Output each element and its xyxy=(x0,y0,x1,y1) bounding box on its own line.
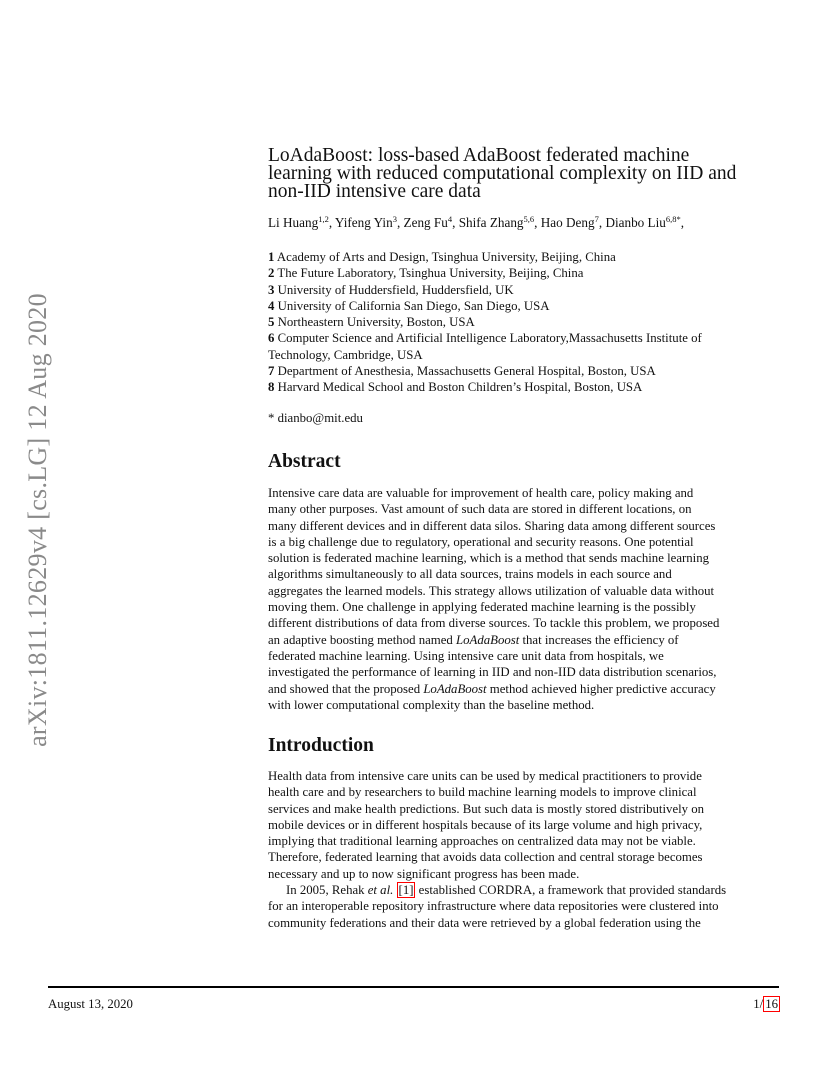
author: Zeng Fu$^4$, xyxy=(403,214,459,230)
intro-line: services and make health predictions. But such data is mostly stored distributively on xyxy=(268,801,705,816)
arxiv-stamp xyxy=(22,282,54,758)
abstract-line: solution is federated machine learning, which is a method that sends machine learning xyxy=(268,551,710,566)
affiliation: 6 Computer Science and Artificial Intelligence Laboratory,Massachusetts Institute of xyxy=(268,331,702,346)
author: Shifa Zhang$^{5,6}$, xyxy=(458,214,541,230)
title-line: LoAdaBoost: loss-based AdaBoost federated machine xyxy=(268,145,690,166)
intro-line: Therefore, federated learning that avoids data collection and central storage becomes xyxy=(268,850,703,865)
method-name: LoAdaBoost xyxy=(423,681,487,696)
corresponding-email[interactable]: * dianbo@mit.edu xyxy=(268,411,363,425)
intro-line: for an interoperable repository infrastructure where data repositories were clustered into xyxy=(268,899,719,914)
affiliation: 5 Northeastern University, Boston, USA xyxy=(268,315,475,330)
footer-rule xyxy=(48,986,779,988)
abstract-line: Intensive care data are valuable for improvement of health care, policy making and xyxy=(268,486,694,500)
abstract-line: aggregates the learned models. This strategy allows utilization of valuable data without xyxy=(268,583,715,598)
abstract-line: investigated the performance of learning in IID and non-IID data distribution scenarios, xyxy=(268,665,717,680)
author-list xyxy=(268,214,786,232)
title-line: learning with reduced computational complexity on IID and xyxy=(268,163,737,184)
abstract-line: moving them. One challenge in applying federated machine learning is the possibly xyxy=(268,600,696,615)
abstract-line: many other purposes. Vast amount of such data are stored in different locations, on xyxy=(268,502,692,517)
abstract-line: many different devices and in different data silos. Sharing data among different sources xyxy=(268,518,716,533)
intro-line: necessary and up to now significant progress has been made. xyxy=(268,866,580,881)
introduction-body xyxy=(268,768,786,931)
abstract-body xyxy=(268,485,786,713)
intro-line: Health data from intensive care units can be used by medical practitioners to provide xyxy=(268,769,702,783)
author: Dianbo Liu$^{6,8*}$, xyxy=(605,214,685,230)
arxiv-id: arXiv:1811.12629v4 [cs.LG] 12 Aug 2020 xyxy=(23,293,52,747)
paper-title xyxy=(268,147,786,201)
title-line: non-IID intensive care data xyxy=(268,181,481,202)
introduction-heading: Introduction xyxy=(268,735,374,756)
author: Hao Deng$^7$, xyxy=(540,214,606,230)
method-name: LoAdaBoost xyxy=(456,632,520,647)
abstract-heading: Abstract xyxy=(268,451,341,472)
affiliation: 1 Academy of Arts and Design, Tsinghua University, Beijing, China xyxy=(268,250,616,264)
page-number: 1/ 16 xyxy=(753,997,778,1011)
footer-date: August 13, 2020 xyxy=(48,997,133,1011)
affiliation: 2 The Future Laboratory, Tsinghua University, Beijing, China xyxy=(268,266,584,281)
abstract-line: federated machine learning. Using intensive care unit data from hospitals, we xyxy=(268,648,664,663)
total-pages-link[interactable]: 16 xyxy=(765,997,778,1011)
affiliation: 8 Harvard Medical School and Boston Children’s Hospital, Boston, USA xyxy=(268,380,643,395)
affiliation: 4 University of California San Diego, San Diego, USA xyxy=(268,298,550,313)
author: Li Huang$^{1,2}$, xyxy=(268,214,335,230)
affiliation-list xyxy=(268,249,786,396)
abstract-line: an adaptive boosting method named LoAdaBoost that increases the efficiency of xyxy=(268,632,679,647)
abstract-line: with lower computational complexity than the baseline method. xyxy=(268,697,595,712)
intro-line: implying that traditional learning approaches on centralized data may not be viable. xyxy=(268,834,696,849)
abstract-line: algorithms simultaneously to all data sources, trains models in each source and xyxy=(268,567,672,582)
intro-line: In 2005, Rehak et al. [1] established CORDRA, a framework that provided standards xyxy=(286,883,727,898)
abstract-line: and showed that the proposed LoAdaBoost method achieved higher predictive accuracy xyxy=(268,681,716,696)
abstract-line: is a big challenge due to regulatory, operational and security reasons. One potential xyxy=(268,534,694,549)
abstract-line: different distributions of data from diverse sources. To tackle this problem, we proposed xyxy=(268,616,720,631)
affiliation-continued: Technology, Cambridge, USA xyxy=(268,347,423,362)
affiliation: 7 Department of Anesthesia, Massachusetts General Hospital, Boston, USA xyxy=(268,364,656,379)
intro-line: mobile devices or in different hospitals because of its large volume and high privacy, xyxy=(268,817,703,832)
affiliation: 3 University of Huddersfield, Huddersfield, UK xyxy=(268,282,514,297)
intro-line: community federations and their data were retrieved by a global federation using the xyxy=(268,915,701,930)
intro-line: health care and by researchers to build machine learning models to improve clinical xyxy=(268,785,697,800)
author: Yifeng Yin$^3$, xyxy=(334,214,404,230)
citation-link[interactable]: [1] xyxy=(398,883,414,898)
